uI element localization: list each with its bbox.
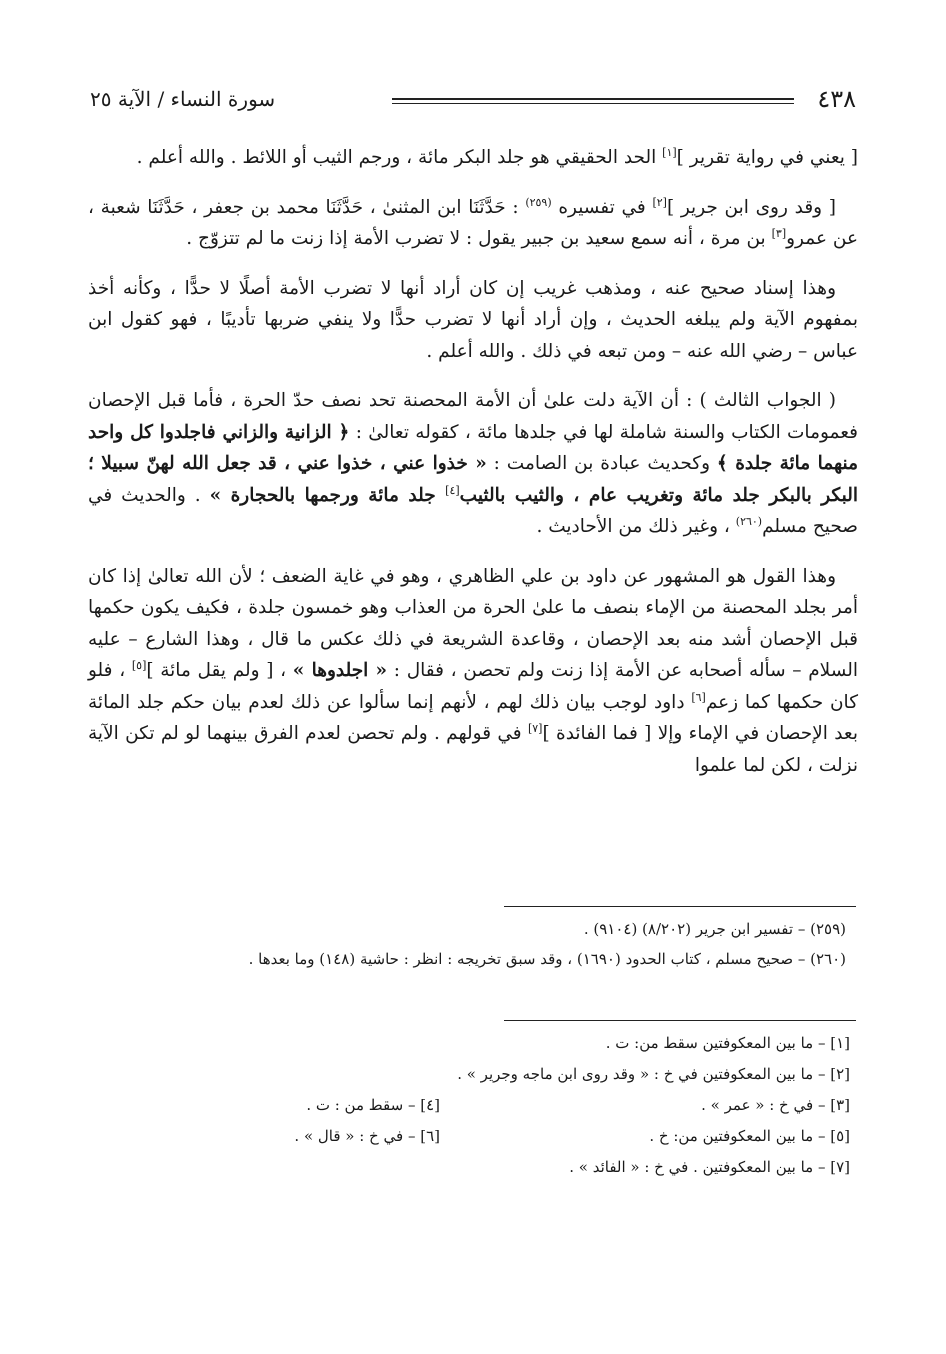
variant-row [88, 1092, 850, 1120]
text-segment: بن مرة ، أنه سمع سعيد بن جبير يقول : لا تضرب الأمة إذا زنت ما لم تتزوّج . [186, 228, 772, 249]
footnote-ref: [٢] [652, 195, 667, 209]
source-footnotes [88, 916, 850, 976]
text-segment: وهذا القول هو المشهور عن داود بن علي الظاهري ، وهو في غاية الضعف ؛ لأن الله تعالىٰ إذا كان أمر بجلد المحصنة من الإماء بنصف ما علىٰ الحرة من العذاب وهو خمسون جلدة ، فكيف يكون حكمها قبل الإحصان أشد منه بعد الإحصان ، وقاعدة الشريعة في ذلك عكس ما قال ، وهذا الشارع – عليه السلام – سأله أصحابه عن الأمة إذا زنت ولم تحصن ، فقال : [88, 565, 859, 681]
footnote-separator [504, 906, 856, 907]
text-segment: : حَدَّثَنَا ابن المثنىٰ ، حَدَّثَنَا محمد بن جعفر ، حَدَّثَنَا شعبة ، عن عمرو [88, 196, 858, 249]
page-header [90, 84, 856, 120]
footnote-ref: [٥] [131, 658, 147, 672]
footnote-ref: [٦] [691, 690, 706, 704]
text-segment: في تفسيره [551, 196, 653, 218]
footnote: (٢٦٠) – صحيح مسلم ، كتاب الحدود (١٦٩٠) ، وقد سبق تخريجه : انظر : حاشية (١٤٨) وما بعدها . [248, 950, 846, 968]
header-rule [392, 98, 794, 104]
manuscript-variants [88, 1030, 850, 1185]
variant-row [88, 1154, 850, 1182]
paragraph-2 [88, 192, 858, 255]
text-segment: ، وغير ذلك من الأحاديث . [536, 516, 736, 537]
main-text [88, 142, 858, 799]
footnote-ref: [٣] [771, 226, 787, 240]
text-segment: ، [ ولم يقل مائة ] [146, 660, 293, 681]
text-segment: ، فلو كان حكمها كما زعم [88, 660, 859, 713]
text-segment: [ وقد روى ابن جرير ] [666, 196, 836, 218]
footnote-ref: (٢٥٩) [525, 195, 552, 209]
paragraph-4 [88, 385, 858, 543]
paragraph-5 [88, 561, 858, 782]
variant-row [88, 1123, 850, 1151]
variant-note: [٦] – في خ : « قال » . [294, 1127, 440, 1145]
text-segment: الحد الحقيقي هو جلد البكر مائة ، ورجم الثيب أو اللائط . والله أعلم . [136, 147, 663, 168]
paragraph-3 [88, 273, 858, 368]
quoted-text: « خذوا عني ، خذوا عني ، قد جعل الله لهنّ سبيلا ؛ البكر بالبكر جلد مائة وتغريب عام ، والثيب بالثيب [88, 453, 859, 506]
paragraph-1 [88, 142, 858, 174]
footnote-ref: [١] [662, 145, 677, 159]
footnote: (٢٥٩) – تفسير ابن جرير (٨/٢٠٢) (٩١٠٤) . [583, 920, 846, 938]
variant-note: [٢] – ما بين المعكوفتين في خ : « وقد روى ابن ماجه وجرير » . [457, 1065, 850, 1083]
variants-separator [504, 1020, 856, 1021]
text-segment: في قولهم . ولم تحصن لعدم الفرق بينهما لو لم تكن الآية نزلت ، لكن لما علموا [88, 723, 858, 776]
text-segment: ( الجواب الثالث ) : أن الآية دلت علىٰ أن الأمة المحصنة تحد نصف حدّ الحرة ، فأما قبل الإحصان فعمومات الكتاب والسنة شاملة لها في جلدها مائة ، كقوله تعالىٰ : [88, 390, 858, 443]
text-segment: وكحديث عبادة بن الصامت : [486, 453, 717, 474]
footnote-ref: [٤] [445, 483, 460, 497]
variant-row [88, 1030, 850, 1058]
page-number: ٤٣٨ [817, 85, 856, 113]
variant-row [88, 1061, 850, 1089]
variant-note: [١] – ما بين المعكوفتين سقط من: ت . [605, 1034, 850, 1052]
variant-note: [٥] – ما بين المعكوفتين من: خ . [649, 1127, 850, 1145]
quoted-text: جلد مائة ورجمها بالحجارة » [209, 484, 446, 506]
variant-note: [٤] – سقط من : ت . [306, 1096, 440, 1114]
variant-note: [٧] – ما بين المعكوفتين . في خ : « الفائد » . [569, 1158, 850, 1176]
text-segment: وهذا إسناد صحيح عنه ، ومذهب غريب إن كان أراد أنها لا تضرب الأمة أصلًا لا حدًّا ، وكأنه أخذ بمفهوم الآية ولم يبلغه الحديث ، وإن أراد أنها لا تضرب حدًّا ولا ينفي ضربها تأديبًا ، فهو كقول ابن عباس – رضي الله عنه – ومن تبعه في ذلك . والله أعلم . [88, 277, 858, 362]
text-segment: داود لوجب بيان ذلك لهم ، لأنهم إنما سألوا عن ذلك لعدم بيان حكم جلد المائة بعد الإحصان في الإماء وإلا [ فما الفائدة ] [88, 691, 858, 744]
text-segment: [ يعني في رواية تقرير ] [676, 147, 858, 168]
footnote-ref: (٢٦٠) [735, 514, 763, 528]
running-title: سورة النساء / الآية ٢٥ [90, 87, 276, 111]
text-segment: . والحديث في صحيح مسلم [88, 484, 858, 537]
footnote-ref: [٧] [527, 721, 543, 735]
quoted-text: « اجلدوها » [292, 660, 388, 681]
variant-note: [٣] – في خ : « عمر » . [701, 1096, 850, 1114]
quoted-text: ﴿ الزانية والزاني فاجلدوا كل واحد منهما مائة جلدة ﴾ [88, 421, 858, 474]
